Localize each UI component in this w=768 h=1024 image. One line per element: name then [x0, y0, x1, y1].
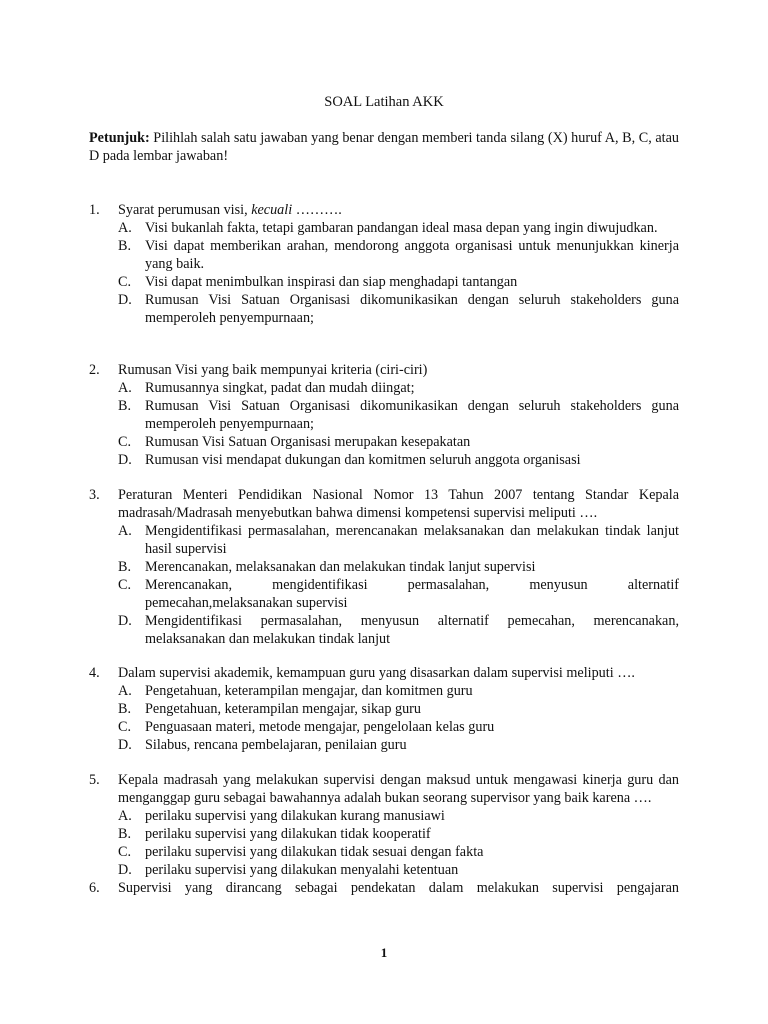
option-text: perilaku supervisi yang dilakukan menyalahi ketentuan: [145, 862, 459, 878]
answer-option: [89, 843, 679, 861]
answer-option: [89, 807, 679, 825]
option-text: Visi dapat memberikan arahan, mendorong anggota organisasi untuk menunjukkan kinerja yang baik.: [145, 238, 679, 272]
option-text: perilaku supervisi yang dilakukan kurang manusiawi: [145, 808, 445, 824]
option-letter: D.: [118, 613, 132, 629]
option-letter: B.: [118, 559, 132, 575]
option-text: Rumusan visi mendapat dukungan dan komitmen seluruh anggota organisasi: [145, 452, 581, 468]
question-number: 3.: [89, 487, 100, 503]
question-stem: 2. Rumusan Visi yang baik mempunyai kriteria (ciri-ciri): [89, 362, 428, 378]
option-letter: B.: [118, 701, 132, 717]
answer-option: [89, 558, 679, 576]
option-text: Merencanakan, mengidentifikasi permasalahan, menyusun alternatif pemecahan,melaksanakan supervisi: [145, 577, 679, 611]
option-letter: A.: [118, 808, 132, 824]
answer-option: [89, 612, 679, 648]
answer-option: [89, 433, 679, 451]
option-text: perilaku supervisi yang dilakukan tidak kooperatif: [145, 826, 431, 842]
option-text: Rumusannya singkat, padat dan mudah diingat;: [145, 380, 415, 396]
option-letter: D.: [118, 452, 132, 468]
answer-option: [89, 682, 679, 700]
option-letter: C.: [118, 434, 132, 450]
option-text: Rumusan Visi Satuan Organisasi dikomunikasikan dengan seluruh stakeholders guna memperoleh penyempurnaan;: [145, 292, 679, 326]
question-number: 4.: [89, 665, 100, 681]
option-text: Silabus, rencana pembelajaran, penilaian guru: [145, 737, 407, 753]
option-letter: A.: [118, 683, 132, 699]
option-letter: A.: [118, 523, 132, 539]
answer-option: [89, 451, 679, 469]
answer-option: [89, 522, 679, 558]
answer-option: [89, 273, 679, 291]
answer-option: [89, 700, 679, 718]
page-number: 1: [380, 945, 388, 960]
option-text: perilaku supervisi yang dilakukan tidak sesuai dengan fakta: [145, 844, 484, 860]
option-text: Merencanakan, melaksanakan dan melakukan tindak lanjut supervisi: [145, 559, 536, 575]
question-1: [89, 201, 679, 327]
question-stem: 6. Supervisi yang dirancang sebagai pendekatan dalam melakukan supervisi pengajaran: [89, 880, 679, 896]
question-stem: 5. Kepala madrasah yang melakukan supervisi dengan maksud untuk mengawasi kinerja guru dan menganggap guru sebagai bawahannya adalah bukan seorang supervisor yang baik karena ….: [89, 772, 679, 806]
answer-option: [89, 397, 679, 433]
answer-option: [89, 379, 679, 397]
answer-option: [89, 825, 679, 843]
answer-option: [89, 576, 679, 612]
option-text: Visi bukanlah fakta, tetapi gambaran pandangan ideal masa depan yang ingin diwujudkan.: [145, 220, 658, 236]
question-3: [89, 486, 679, 648]
option-letter: D.: [118, 292, 132, 308]
instruction-label: Petunjuk:: [89, 130, 150, 146]
option-letter: C.: [118, 844, 132, 860]
option-letter: B.: [118, 398, 132, 414]
answer-option: [89, 291, 679, 327]
option-letter: D.: [118, 862, 132, 878]
option-text: Pengetahuan, keterampilan mengajar, sikap guru: [145, 701, 421, 717]
question-5: [89, 771, 679, 897]
question-number: 6.: [89, 880, 100, 896]
option-letter: B.: [118, 238, 132, 254]
option-letter: B.: [118, 826, 132, 842]
answer-option: [89, 237, 679, 273]
answer-option: [89, 219, 679, 237]
answer-option: [89, 718, 679, 736]
option-letter: A.: [118, 220, 132, 236]
question-number: 5.: [89, 772, 100, 788]
question-number: 2.: [89, 362, 100, 378]
option-text: Rumusan Visi Satuan Organisasi dikomunikasikan dengan seluruh stakeholders guna memperoleh penyempurnaan;: [145, 398, 679, 432]
answer-option: [89, 736, 679, 754]
option-text: Mengidentifikasi permasalahan, menyusun alternatif pemecahan, merencanakan, melaksanakan dan melakukan tindak lanjut: [145, 613, 679, 647]
instruction-text: Pilihlah salah satu jawaban yang benar dengan memberi tanda silang (X) huruf A, B, C, atau D pada lembar jawaban!: [89, 130, 679, 164]
question-stem: 3. Peraturan Menteri Pendidikan Nasional Nomor 13 Tahun 2007 tentang Standar Kepala madrasah/Madrasah menyebutkan bahwa dimensi kompetensi supervisi meliputi ….: [89, 487, 679, 521]
question-2: [89, 361, 679, 469]
instruction-paragraph: [89, 129, 679, 165]
question-4: [89, 664, 679, 754]
question-stem: 1. Syarat perumusan visi, kecuali ……….: [89, 202, 342, 218]
option-text: Mengidentifikasi permasalahan, merencanakan melaksanakan dan melakukan tindak lanjut hasil supervisi: [145, 523, 679, 557]
question-number: 1.: [89, 202, 100, 218]
option-letter: C.: [118, 274, 132, 290]
option-text: Visi dapat menimbulkan inspirasi dan siap menghadapi tantangan: [145, 274, 518, 290]
option-text: Penguasaan materi, metode mengajar, pengelolaan kelas guru: [145, 719, 495, 735]
option-letter: C.: [118, 719, 132, 735]
answer-option: [89, 861, 679, 879]
emphasis-text: kecuali: [251, 202, 293, 218]
option-text: Rumusan Visi Satuan Organisasi merupakan kesepakatan: [145, 434, 471, 450]
option-letter: A.: [118, 380, 132, 396]
option-text: Pengetahuan, keterampilan mengajar, dan komitmen guru: [145, 683, 473, 699]
question-stem: 4. Dalam supervisi akademik, kemampuan guru yang disasarkan dalam supervisi meliputi ….: [89, 665, 635, 681]
option-letter: C.: [118, 577, 132, 593]
document-title: SOAL Latihan AKK: [324, 94, 444, 110]
option-letter: D.: [118, 737, 132, 753]
